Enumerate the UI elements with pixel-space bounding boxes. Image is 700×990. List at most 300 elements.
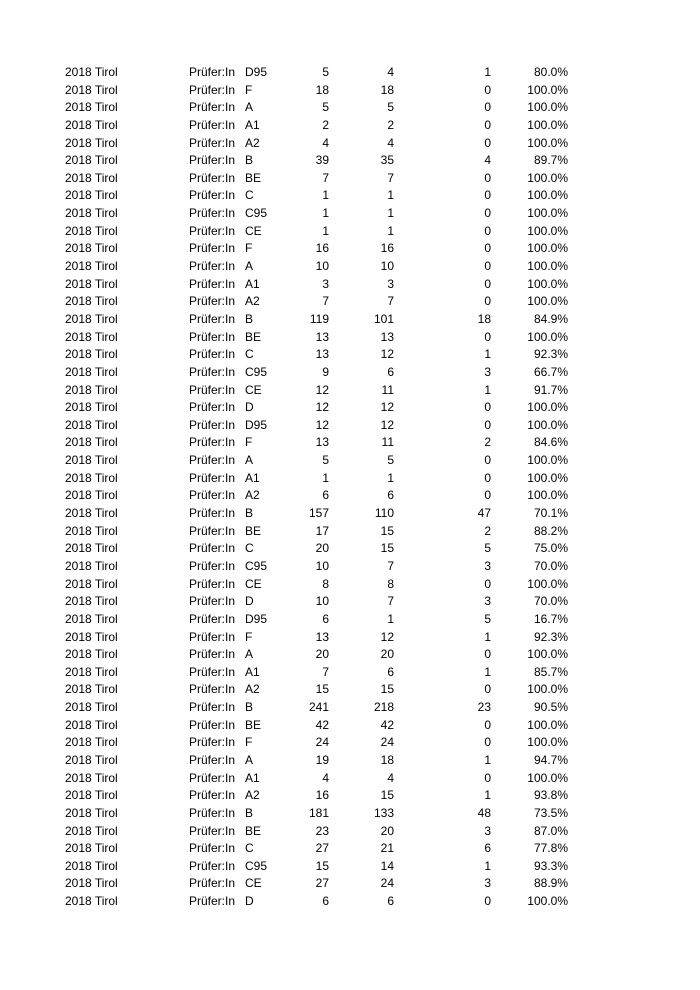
year-region-cell: 2018 Tirol — [65, 82, 118, 97]
table-row — [0, 434, 700, 452]
table-row — [0, 417, 700, 435]
license-class-cell: C95 — [245, 206, 268, 221]
total-count-cell: 5 — [322, 100, 329, 115]
role-cell: Prüfer:In — [189, 223, 236, 238]
table-row — [0, 681, 700, 699]
failed-count-cell: 3 — [484, 594, 491, 609]
pass-rate-cell: 70.0% — [533, 594, 568, 609]
failed-count-cell: 0 — [484, 400, 491, 415]
failed-count-cell: 3 — [484, 364, 491, 379]
year-region-cell: 2018 Tirol — [65, 717, 118, 732]
year-region-cell: 2018 Tirol — [65, 329, 118, 344]
total-count-cell: 20 — [315, 541, 329, 556]
passed-count-cell: 5 — [387, 453, 394, 468]
year-region-cell: 2018 Tirol — [65, 576, 118, 591]
pass-rate-cell: 100.0% — [527, 894, 568, 909]
license-class-cell: BE — [245, 523, 262, 538]
pass-rate-cell: 100.0% — [527, 682, 568, 697]
license-class-cell: B — [245, 805, 254, 820]
table-row — [0, 205, 700, 223]
pass-rate-cell: 100.0% — [527, 100, 568, 115]
year-region-cell: 2018 Tirol — [65, 611, 118, 626]
failed-count-cell: 48 — [477, 805, 491, 820]
total-count-cell: 6 — [322, 611, 329, 626]
role-cell: Prüfer:In — [189, 647, 236, 662]
license-class-cell: CE — [245, 876, 262, 891]
role-cell: Prüfer:In — [189, 153, 236, 168]
pass-rate-cell: 100.0% — [527, 135, 568, 150]
year-region-cell: 2018 Tirol — [65, 65, 118, 79]
license-class-cell: D95 — [245, 417, 268, 432]
table-row — [0, 346, 700, 364]
total-count-cell: 42 — [315, 717, 329, 732]
year-region-cell: 2018 Tirol — [65, 841, 118, 856]
year-region-cell: 2018 Tirol — [65, 294, 118, 309]
failed-count-cell: 0 — [484, 223, 491, 238]
role-cell: Prüfer:In — [189, 170, 236, 185]
table-row — [0, 540, 700, 558]
pass-rate-cell: 100.0% — [527, 170, 568, 185]
failed-count-cell: 1 — [484, 664, 491, 679]
failed-count-cell: 0 — [484, 100, 491, 115]
table-row — [0, 699, 700, 717]
role-cell: Prüfer:In — [189, 700, 236, 715]
year-region-cell: 2018 Tirol — [65, 153, 118, 168]
year-region-cell: 2018 Tirol — [65, 700, 118, 715]
license-class-cell: F — [245, 241, 253, 256]
passed-count-cell: 6 — [387, 488, 394, 503]
passed-count-cell: 13 — [380, 329, 394, 344]
pass-rate-cell: 93.3% — [533, 858, 568, 873]
year-region-cell: 2018 Tirol — [65, 435, 118, 450]
year-region-cell: 2018 Tirol — [65, 417, 118, 432]
passed-count-cell: 11 — [381, 435, 394, 450]
license-class-cell: A — [245, 259, 254, 274]
license-class-cell: A2 — [245, 682, 260, 697]
role-cell: Prüfer:In — [189, 259, 236, 274]
table-row — [0, 64, 700, 82]
role-cell: Prüfer:In — [189, 752, 236, 767]
license-class-cell: C95 — [245, 558, 268, 573]
failed-count-cell: 47 — [477, 506, 491, 521]
total-count-cell: 5 — [322, 453, 329, 468]
role-cell: Prüfer:In — [189, 400, 236, 415]
role-cell: Prüfer:In — [189, 117, 236, 132]
pass-rate-cell: 100.0% — [527, 241, 568, 256]
year-region-cell: 2018 Tirol — [65, 823, 118, 838]
passed-count-cell: 7 — [387, 170, 394, 185]
passed-count-cell: 101 — [373, 311, 394, 326]
year-region-cell: 2018 Tirol — [65, 170, 118, 185]
license-class-cell: A1 — [245, 117, 260, 132]
passed-count-cell: 5 — [387, 100, 394, 115]
table-row — [0, 505, 700, 523]
role-cell: Prüfer:In — [189, 188, 236, 203]
total-count-cell: 4 — [322, 770, 329, 785]
failed-count-cell: 1 — [484, 788, 491, 803]
pass-rate-cell: 100.0% — [527, 488, 568, 503]
license-class-cell: C95 — [245, 858, 268, 873]
total-count-cell: 1 — [322, 223, 329, 238]
failed-count-cell: 0 — [484, 417, 491, 432]
pass-rate-cell: 73.5% — [533, 805, 568, 820]
table-row — [0, 840, 700, 858]
role-cell: Prüfer:In — [189, 664, 236, 679]
table-row — [0, 664, 700, 682]
table-row — [0, 382, 700, 400]
license-class-cell: A — [245, 647, 254, 662]
role-cell: Prüfer:In — [189, 805, 236, 820]
license-class-cell: CE — [245, 223, 262, 238]
passed-count-cell: 3 — [387, 276, 394, 291]
passed-count-cell: 110 — [374, 506, 394, 521]
year-region-cell: 2018 Tirol — [65, 894, 118, 909]
total-count-cell: 7 — [322, 664, 329, 679]
passed-count-cell: 12 — [380, 347, 394, 362]
total-count-cell: 6 — [322, 488, 329, 503]
pass-rate-cell: 100.0% — [527, 453, 568, 468]
total-count-cell: 13 — [315, 329, 329, 344]
license-class-cell: F — [245, 735, 253, 750]
pass-rate-cell: 88.9% — [533, 876, 568, 891]
role-cell: Prüfer:In — [189, 523, 236, 538]
table-row — [0, 258, 700, 276]
passed-count-cell: 4 — [387, 770, 394, 785]
license-class-cell: BE — [245, 823, 262, 838]
passed-count-cell: 12 — [380, 417, 394, 432]
year-region-cell: 2018 Tirol — [65, 682, 118, 697]
passed-count-cell: 15 — [380, 682, 394, 697]
table-row — [0, 135, 700, 153]
total-count-cell: 12 — [315, 400, 329, 415]
year-region-cell: 2018 Tirol — [65, 752, 118, 767]
year-region-cell: 2018 Tirol — [65, 223, 118, 238]
role-cell: Prüfer:In — [189, 65, 236, 79]
role-cell: Prüfer:In — [189, 311, 236, 326]
total-count-cell: 15 — [315, 858, 329, 873]
passed-count-cell: 2 — [387, 117, 394, 132]
passed-count-cell: 1 — [387, 470, 394, 485]
role-cell: Prüfer:In — [189, 682, 236, 697]
role-cell: Prüfer:In — [189, 735, 236, 750]
license-class-cell: D — [245, 594, 254, 609]
year-region-cell: 2018 Tirol — [65, 347, 118, 362]
passed-count-cell: 15 — [380, 788, 394, 803]
passed-count-cell: 1 — [387, 611, 394, 626]
total-count-cell: 16 — [315, 241, 329, 256]
pass-rate-cell: 75.0% — [533, 541, 568, 556]
pass-rate-cell: 84.6% — [533, 435, 568, 450]
pass-rate-cell: 100.0% — [527, 294, 568, 309]
role-cell: Prüfer:In — [189, 294, 236, 309]
total-count-cell: 2 — [322, 117, 329, 132]
table-row — [0, 170, 700, 188]
pass-rate-cell: 93.8% — [533, 788, 568, 803]
failed-count-cell: 23 — [477, 700, 491, 715]
failed-count-cell: 4 — [484, 153, 491, 168]
total-count-cell: 157 — [308, 506, 329, 521]
failed-count-cell: 0 — [484, 488, 491, 503]
passed-count-cell: 133 — [373, 805, 394, 820]
total-count-cell: 15 — [315, 682, 329, 697]
year-region-cell: 2018 Tirol — [65, 276, 118, 291]
failed-count-cell: 5 — [484, 611, 491, 626]
passed-count-cell: 8 — [387, 576, 394, 591]
failed-count-cell: 0 — [484, 894, 491, 909]
license-class-cell: A2 — [245, 788, 260, 803]
role-cell: Prüfer:In — [189, 329, 236, 344]
year-region-cell: 2018 Tirol — [65, 788, 118, 803]
year-region-cell: 2018 Tirol — [65, 770, 118, 785]
year-region-cell: 2018 Tirol — [65, 117, 118, 132]
pass-rate-cell: 100.0% — [527, 400, 568, 415]
table-row — [0, 629, 700, 647]
total-count-cell: 241 — [308, 700, 329, 715]
role-cell: Prüfer:In — [189, 453, 236, 468]
table-row — [0, 240, 700, 258]
table-row — [0, 805, 700, 823]
pass-rate-cell: 80.0% — [533, 65, 568, 79]
license-class-cell: C — [245, 841, 254, 856]
license-class-cell: D — [245, 894, 254, 909]
role-cell: Prüfer:In — [189, 347, 236, 362]
passed-count-cell: 10 — [380, 259, 394, 274]
pass-rate-cell: 88.2% — [533, 523, 568, 538]
total-count-cell: 20 — [315, 647, 329, 662]
license-class-cell: B — [245, 311, 254, 326]
passed-count-cell: 24 — [380, 876, 394, 891]
passed-count-cell: 20 — [380, 647, 394, 662]
passed-count-cell: 35 — [380, 153, 394, 168]
pass-rate-cell: 77.8% — [533, 841, 568, 856]
license-class-cell: A2 — [245, 488, 260, 503]
table-row — [0, 452, 700, 470]
pass-rate-cell: 100.0% — [527, 117, 568, 132]
pass-rate-cell: 100.0% — [527, 329, 568, 344]
total-count-cell: 13 — [315, 347, 329, 362]
failed-count-cell: 18 — [477, 311, 491, 326]
pass-rate-cell: 70.0% — [533, 558, 568, 573]
total-count-cell: 4 — [322, 135, 329, 150]
pass-rate-cell: 100.0% — [527, 717, 568, 732]
year-region-cell: 2018 Tirol — [65, 241, 118, 256]
failed-count-cell: 0 — [484, 241, 491, 256]
failed-count-cell: 1 — [484, 752, 491, 767]
total-count-cell: 181 — [308, 805, 329, 820]
failed-count-cell: 5 — [484, 541, 491, 556]
passed-count-cell: 21 — [380, 841, 394, 856]
year-region-cell: 2018 Tirol — [65, 100, 118, 115]
year-region-cell: 2018 Tirol — [65, 311, 118, 326]
role-cell: Prüfer:In — [189, 558, 236, 573]
total-count-cell: 1 — [322, 188, 329, 203]
year-region-cell: 2018 Tirol — [65, 453, 118, 468]
table-row — [0, 311, 700, 329]
passed-count-cell: 15 — [380, 523, 394, 538]
failed-count-cell: 0 — [484, 682, 491, 697]
total-count-cell: 27 — [315, 841, 329, 856]
pass-rate-cell: 94.7% — [533, 752, 568, 767]
license-class-cell: A — [245, 453, 254, 468]
passed-count-cell: 1 — [387, 223, 394, 238]
year-region-cell: 2018 Tirol — [65, 876, 118, 891]
passed-count-cell: 15 — [380, 541, 394, 556]
table-row — [0, 875, 700, 893]
role-cell: Prüfer:In — [189, 135, 236, 150]
role-cell: Prüfer:In — [189, 717, 236, 732]
pass-rate-cell: 100.0% — [527, 206, 568, 221]
license-class-cell: A1 — [245, 470, 260, 485]
pass-rate-cell: 89.7% — [533, 153, 568, 168]
year-region-cell: 2018 Tirol — [65, 594, 118, 609]
failed-count-cell: 0 — [484, 135, 491, 150]
total-count-cell: 24 — [315, 735, 329, 750]
total-count-cell: 6 — [322, 894, 329, 909]
role-cell: Prüfer:In — [189, 417, 236, 432]
year-region-cell: 2018 Tirol — [65, 523, 118, 538]
year-region-cell: 2018 Tirol — [65, 858, 118, 873]
failed-count-cell: 0 — [484, 647, 491, 662]
role-cell: Prüfer:In — [189, 594, 236, 609]
table-row — [0, 329, 700, 347]
license-class-cell: CE — [245, 576, 262, 591]
pass-rate-cell: 100.0% — [527, 647, 568, 662]
role-cell: Prüfer:In — [189, 576, 236, 591]
failed-count-cell: 3 — [484, 558, 491, 573]
failed-count-cell: 1 — [484, 629, 491, 644]
license-class-cell: B — [245, 153, 254, 168]
pass-rate-cell: 92.3% — [533, 629, 568, 644]
role-cell: Prüfer:In — [189, 629, 236, 644]
pass-rate-cell: 100.0% — [527, 82, 568, 97]
total-count-cell: 3 — [322, 276, 329, 291]
total-count-cell: 16 — [315, 788, 329, 803]
role-cell: Prüfer:In — [189, 770, 236, 785]
failed-count-cell: 0 — [484, 294, 491, 309]
passed-count-cell: 16 — [380, 241, 394, 256]
year-region-cell: 2018 Tirol — [65, 400, 118, 415]
failed-count-cell: 3 — [484, 876, 491, 891]
license-class-cell: BE — [245, 329, 262, 344]
role-cell: Prüfer:In — [189, 788, 236, 803]
role-cell: Prüfer:In — [189, 382, 236, 397]
license-class-cell: C — [245, 188, 254, 203]
passed-count-cell: 14 — [380, 858, 394, 873]
total-count-cell: 17 — [315, 523, 329, 538]
year-region-cell: 2018 Tirol — [65, 664, 118, 679]
passed-count-cell: 7 — [387, 294, 394, 309]
passed-count-cell: 12 — [380, 629, 394, 644]
table-row — [0, 893, 700, 911]
table-row — [0, 276, 700, 294]
passed-count-cell: 6 — [387, 364, 394, 379]
passed-count-cell: 1 — [387, 206, 394, 221]
pass-rate-cell: 100.0% — [527, 470, 568, 485]
total-count-cell: 9 — [322, 364, 329, 379]
license-class-cell: C95 — [245, 364, 268, 379]
passed-count-cell: 4 — [387, 135, 394, 150]
license-class-cell: D — [245, 400, 254, 415]
pass-rate-cell: 100.0% — [527, 770, 568, 785]
passed-count-cell: 4 — [387, 65, 394, 79]
table-row — [0, 611, 700, 629]
passed-count-cell: 42 — [380, 717, 394, 732]
year-region-cell: 2018 Tirol — [65, 470, 118, 485]
total-count-cell: 8 — [322, 576, 329, 591]
data-table — [0, 64, 700, 911]
license-class-cell: A — [245, 100, 254, 115]
passed-count-cell: 18 — [380, 82, 394, 97]
role-cell: Prüfer:In — [189, 841, 236, 856]
total-count-cell: 119 — [309, 311, 329, 326]
failed-count-cell: 0 — [484, 470, 491, 485]
total-count-cell: 10 — [315, 558, 329, 573]
failed-count-cell: 1 — [484, 65, 491, 79]
total-count-cell: 23 — [315, 823, 329, 838]
table-row — [0, 734, 700, 752]
failed-count-cell: 2 — [484, 523, 491, 538]
table-row — [0, 364, 700, 382]
table-row — [0, 717, 700, 735]
role-cell: Prüfer:In — [189, 470, 236, 485]
total-count-cell: 7 — [322, 170, 329, 185]
pass-rate-cell: 100.0% — [527, 417, 568, 432]
table-row — [0, 99, 700, 117]
license-class-cell: C — [245, 347, 254, 362]
pass-rate-cell: 16.7% — [533, 611, 568, 626]
year-region-cell: 2018 Tirol — [65, 558, 118, 573]
role-cell: Prüfer:In — [189, 858, 236, 873]
total-count-cell: 19 — [315, 752, 329, 767]
table-row — [0, 646, 700, 664]
total-count-cell: 18 — [315, 82, 329, 97]
pass-rate-cell: 100.0% — [527, 259, 568, 274]
total-count-cell: 1 — [322, 206, 329, 221]
table-row — [0, 770, 700, 788]
passed-count-cell: 11 — [381, 382, 394, 397]
total-count-cell: 27 — [315, 876, 329, 891]
year-region-cell: 2018 Tirol — [65, 506, 118, 521]
failed-count-cell: 0 — [484, 82, 491, 97]
license-class-cell: B — [245, 700, 254, 715]
total-count-cell: 5 — [322, 65, 329, 79]
failed-count-cell: 2 — [484, 435, 491, 450]
pass-rate-cell: 90.5% — [533, 700, 568, 715]
license-class-cell: BE — [245, 717, 262, 732]
failed-count-cell: 0 — [484, 329, 491, 344]
total-count-cell: 12 — [315, 417, 329, 432]
license-class-cell: F — [245, 82, 253, 97]
failed-count-cell: 0 — [484, 717, 491, 732]
pass-rate-cell: 100.0% — [527, 576, 568, 591]
failed-count-cell: 0 — [484, 276, 491, 291]
year-region-cell: 2018 Tirol — [65, 135, 118, 150]
role-cell: Prüfer:In — [189, 82, 236, 97]
role-cell: Prüfer:In — [189, 541, 236, 556]
passed-count-cell: 12 — [380, 400, 394, 415]
pass-rate-cell: 100.0% — [527, 223, 568, 238]
license-class-cell: A — [245, 752, 254, 767]
table-row — [0, 523, 700, 541]
table-row — [0, 470, 700, 488]
pass-rate-cell: 84.9% — [533, 311, 568, 326]
year-region-cell: 2018 Tirol — [65, 259, 118, 274]
failed-count-cell: 0 — [484, 259, 491, 274]
failed-count-cell: 0 — [484, 576, 491, 591]
total-count-cell: 39 — [315, 153, 329, 168]
failed-count-cell: 0 — [484, 770, 491, 785]
table-row — [0, 558, 700, 576]
